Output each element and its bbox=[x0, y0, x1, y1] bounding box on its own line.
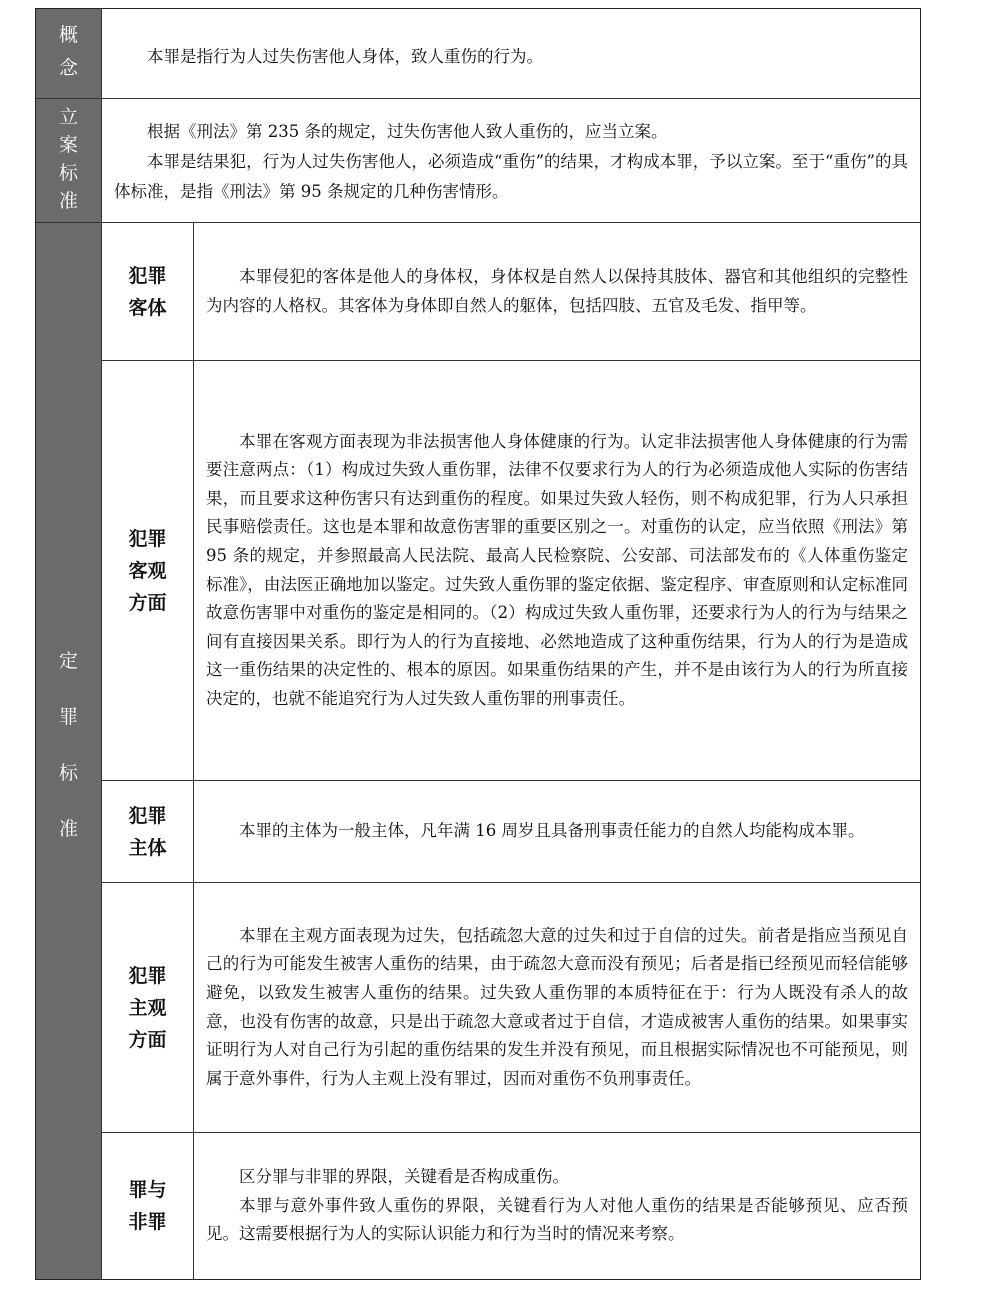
label-line: 犯罪 bbox=[128, 964, 167, 987]
section-subjective-aspect bbox=[102, 883, 920, 1133]
section-content bbox=[194, 223, 920, 360]
label-line: 客观 bbox=[128, 559, 167, 582]
label-line: 犯罪 bbox=[128, 527, 167, 550]
label-char: 罪 bbox=[58, 706, 78, 728]
concept-content bbox=[102, 9, 920, 98]
label-line: 犯罪 bbox=[128, 264, 167, 287]
section-objective-aspect bbox=[102, 361, 920, 781]
filing-standard-content bbox=[102, 99, 920, 222]
conviction-standard-label bbox=[36, 223, 102, 1279]
conviction-standard-row bbox=[36, 223, 920, 1279]
section-label bbox=[102, 361, 194, 780]
label-char: 念 bbox=[58, 57, 78, 79]
section-crime-subject bbox=[102, 781, 920, 883]
section-content bbox=[194, 1133, 920, 1279]
label-line: 非罪 bbox=[128, 1211, 167, 1233]
section-crime-object bbox=[102, 223, 920, 361]
label-char: 定 bbox=[58, 650, 78, 672]
label-line: 主体 bbox=[128, 836, 167, 859]
section-label bbox=[102, 1133, 194, 1279]
label-line: 方面 bbox=[128, 591, 167, 614]
label-char: 标 bbox=[58, 762, 78, 784]
label-line: 客体 bbox=[128, 296, 167, 319]
label-char: 案 bbox=[58, 134, 78, 156]
section-label bbox=[102, 883, 194, 1132]
label-line: 主观 bbox=[128, 996, 167, 1019]
section-paragraph: 本罪的主体为一般主体，凡年满 16 周岁且具备刑事责任能力的自然人均能构成本罪。 bbox=[239, 821, 865, 841]
label-line: 罪与 bbox=[128, 1179, 167, 1201]
section-content bbox=[194, 781, 920, 882]
label-char: 立 bbox=[58, 106, 78, 128]
label-line: 犯罪 bbox=[128, 804, 167, 827]
label-line: 方面 bbox=[128, 1028, 167, 1051]
filing-paragraph: 本罪是结果犯，行为人过失伤害他人，必须造成“重伤”的结果，才构成本罪，予以立案。至于“重伤”的具体标准，是指《刑法》第 95 条规定的几种伤害情形。 bbox=[114, 152, 908, 201]
label-char: 标 bbox=[58, 162, 78, 184]
section-paragraph: 本罪与意外事件致人重伤的界限，关键看行为人对他人重伤的结果是否能够预见、应否预见。这需要根据行为人的实际认识能力和行为当时的情况来考察。 bbox=[206, 1195, 908, 1244]
concept-label bbox=[36, 9, 102, 98]
label-char: 准 bbox=[58, 818, 78, 840]
concept-row bbox=[36, 9, 920, 99]
filing-standard-row bbox=[36, 99, 920, 223]
concept-text: 本罪是指行为人过失伤害他人身体，致人重伤的行为。 bbox=[147, 47, 543, 66]
label-char: 准 bbox=[58, 190, 78, 212]
section-crime-boundary bbox=[102, 1133, 920, 1279]
section-content bbox=[194, 361, 920, 780]
section-paragraph: 本罪侵犯的客体是他人的身体权，身体权是自然人以保持其肢体、器官和其他组织的完整性为内容的人格权。其客体为身体即自然人的躯体，包括四肢、五官及毛发、指甲等。 bbox=[206, 266, 908, 315]
filing-paragraph: 根据《刑法》第 235 条的规定，过失伤害他人致人重伤的，应当立案。 bbox=[147, 122, 668, 141]
section-content bbox=[194, 883, 920, 1132]
section-label bbox=[102, 781, 194, 882]
section-paragraph: 本罪在主观方面表现为过失，包括疏忽大意的过失和过于自信的过失。前者是指应当预见自己的行为可能发生被害人重伤的结果，由于疏忽大意而没有预见；后者是指已经预见而轻信能够避免，以致发生被害人重伤的结果。过失致人重伤罪的本质特征在于：行为人既没有杀人的故意，也没有伤害的故意，只是出于疏忽大意或者过于自信，才造成被害人重伤的结果。如果事实证明行为人对自己行为引起的重伤结果的发生并没有预见，而且根据实际情况也不可能预见，则属于意外事件，行为人主观上没有罪过，因而对重伤不负刑事责任。 bbox=[206, 925, 908, 1088]
section-paragraph: 区分罪与非罪的界限，关键看是否构成重伤。 bbox=[239, 1167, 569, 1187]
filing-standard-label bbox=[36, 99, 102, 222]
section-paragraph: 本罪在客观方面表现为非法损害他人身体健康的行为。认定非法损害他人身体健康的行为需要注意两点：（1）构成过失致人重伤罪，法律不仅要求行为人的行为必须造成他人实际的伤害结果，而且要求这种伤害只有达到重伤的程度。如果过失致人轻伤，则不构成犯罪，行为人只承担民事赔偿责任。这也是本罪和故意伤害罪的重要区别之一。对重伤的认定，应当依照《刑法》第 95 条的规定，并参照最高人民法院、最高人民检察院、公安部、司法部发布的《人体重伤鉴定标准》，由法医正确地加以鉴定。过失致人重伤罪的鉴定依据、鉴定程序、审查原则和认定标准同故意伤害罪中对重伤的鉴定是相同的。（2）构成过失致人重伤罪，还要求行为人的行为与结果之间有直接因果关系。即行为人的行为直接地、必然地造成了这种重伤结果，行为人的行为是造成这一重伤结果的决定性的、根本的原因。如果重伤结果的产生，并不是由该行为人的行为所直接决定的，也就不能追究行为人过失致人重伤罪的刑事责任。 bbox=[206, 431, 908, 708]
label-char: 概 bbox=[58, 24, 78, 46]
legal-table bbox=[35, 8, 921, 1280]
section-label bbox=[102, 223, 194, 360]
